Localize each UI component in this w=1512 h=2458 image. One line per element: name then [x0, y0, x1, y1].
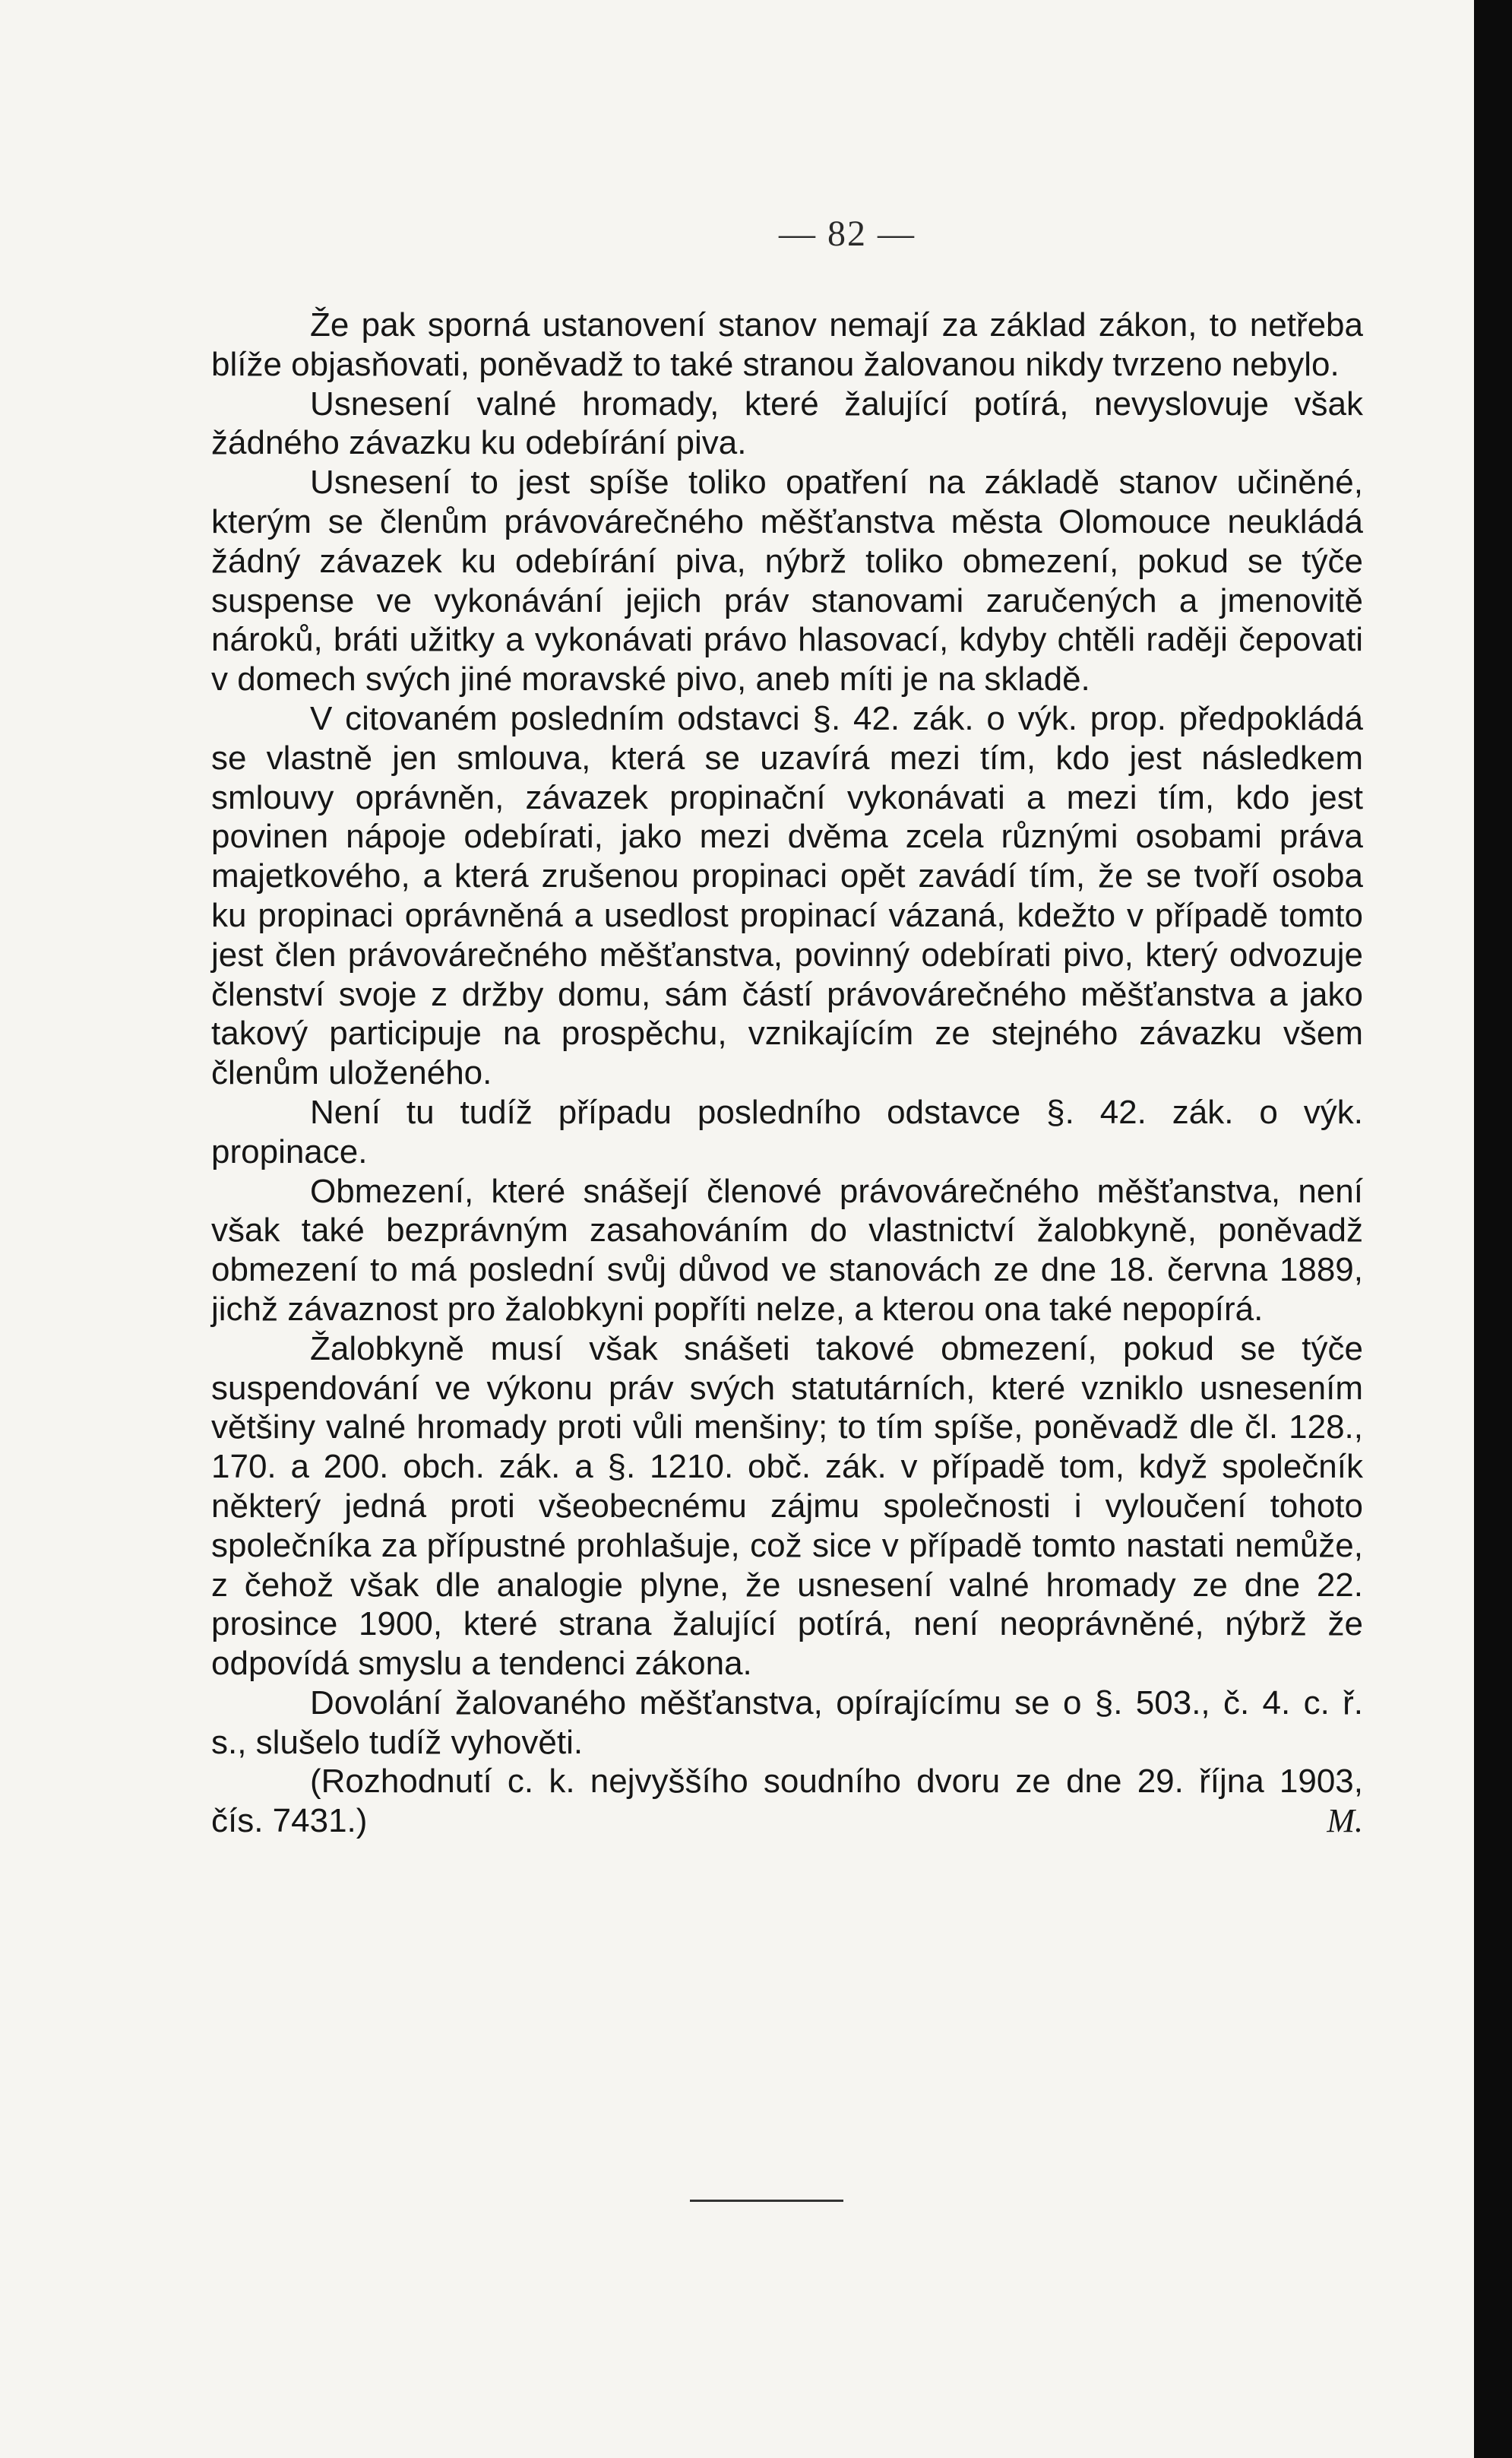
closing-citation [211, 1762, 1363, 1841]
end-rule [690, 2200, 843, 2202]
paragraph: Usnesení valné hromady, které žalující potírá, nevyslovuje však žádného závazku ku odebírání piva. [211, 385, 1363, 462]
paragraph: Usnesení to jest spíše toliko opatření na základě stanov učiněné, kterým se členům právovárečného měšťanstva města Olomouce neukládá žádný závazek ku odebírání piva, nýbrž toliko obmezení, pokud se týče suspense ve vykonávání jejich práv stanovami zaručených a jmenovitě nároků, bráti užitky a vykonávati právo hlasovací, kdyby chtěli raději čepovati v domech svých jiné moravské pivo, aneb míti je na skladě. [211, 464, 1363, 698]
paragraph: Že pak sporná ustanovení stanov nemají za základ zákon, to netřeba blíže objasňovati, poněvadž to také stranou žalovanou nikdy tvrzeno nebylo. [211, 306, 1363, 383]
paragraph: V citovaném posledním odstavci §. 42. zák. o výk. prop. předpokládá se vlastně jen smlouva, která se uzavírá mezi tím, kdo jest následkem smlouvy oprávněn, závazek propinační vykonávati a mezi tím, kdo jest povinen nápoje odebírati, jako mezi dvěma zcela různými osobami práva majetkového, a která zrušenou propinaci opět zavádí tím, že se tvoří osoba ku propinaci oprávněná a usedlost propinací vázaná, kdežto v případě tomto jest člen právovárečného měšťanstva, povinný odebírati pivo, který odvozuje členství svoje z držby domu, sám částí právovárečného měšťanstva a jako takový participuje na prospěchu, vznikajícím ze stejného závazku všem členům uloženého. [211, 699, 1363, 1092]
signature-initial: M. [1327, 1802, 1363, 1840]
paragraph: Obmezení, které snášejí členové právovárečného měšťanstva, není však také bezprávným zasahováním do vlastnictví žalobkyně, poněvadž obmezení to má poslední svůj důvod ve stanovách ze dne 18. června 1889, jichž závaznost pro žalobkyni popříti nelze, a kterou ona také nepopírá. [211, 1172, 1363, 1328]
body-text [211, 306, 1363, 1841]
paragraph: Není tu tudíž případu posledního odstavce §. 42. zák. o výk. propinace. [211, 1093, 1363, 1170]
citation-text: (Rozhodnutí c. k. nejvyššího soudního dvoru ze dne 29. října 1903, čís. 7431.) [211, 1763, 1363, 1840]
page-number: — 82 — [779, 214, 916, 254]
scan-edge [1474, 0, 1512, 2458]
paragraph: Dovolání žalovaného měšťanstva, opírajícímu se o §. 503., č. 4. c. ř. s., slušelo tudíž vyhověti. [211, 1684, 1363, 1761]
paragraph: Žalobkyně musí však snášeti takové obmezení, pokud se týče suspendování ve výkonu práv svých statutárních, které vzniklo usnesením většiny valné hromady proti vůli menšiny; to tím spíše, poněvadž dle čl. 128., 170. a 200. obch. zák. a §. 1210. obč. zák. v případě tom, když společník některý jedná proti všeobecnému zájmu společnosti i vyloučení tohoto společníka za přípustné prohlašuje, což sice v případě tomto nastati nemůže, z čehož však dle analogie plyne, že usnesení valné hromady ze dne 22. prosince 1900, které strana žalující potírá, není neoprávněné, nýbrž že odpovídá smyslu a tendenci zákona. [211, 1329, 1363, 1683]
